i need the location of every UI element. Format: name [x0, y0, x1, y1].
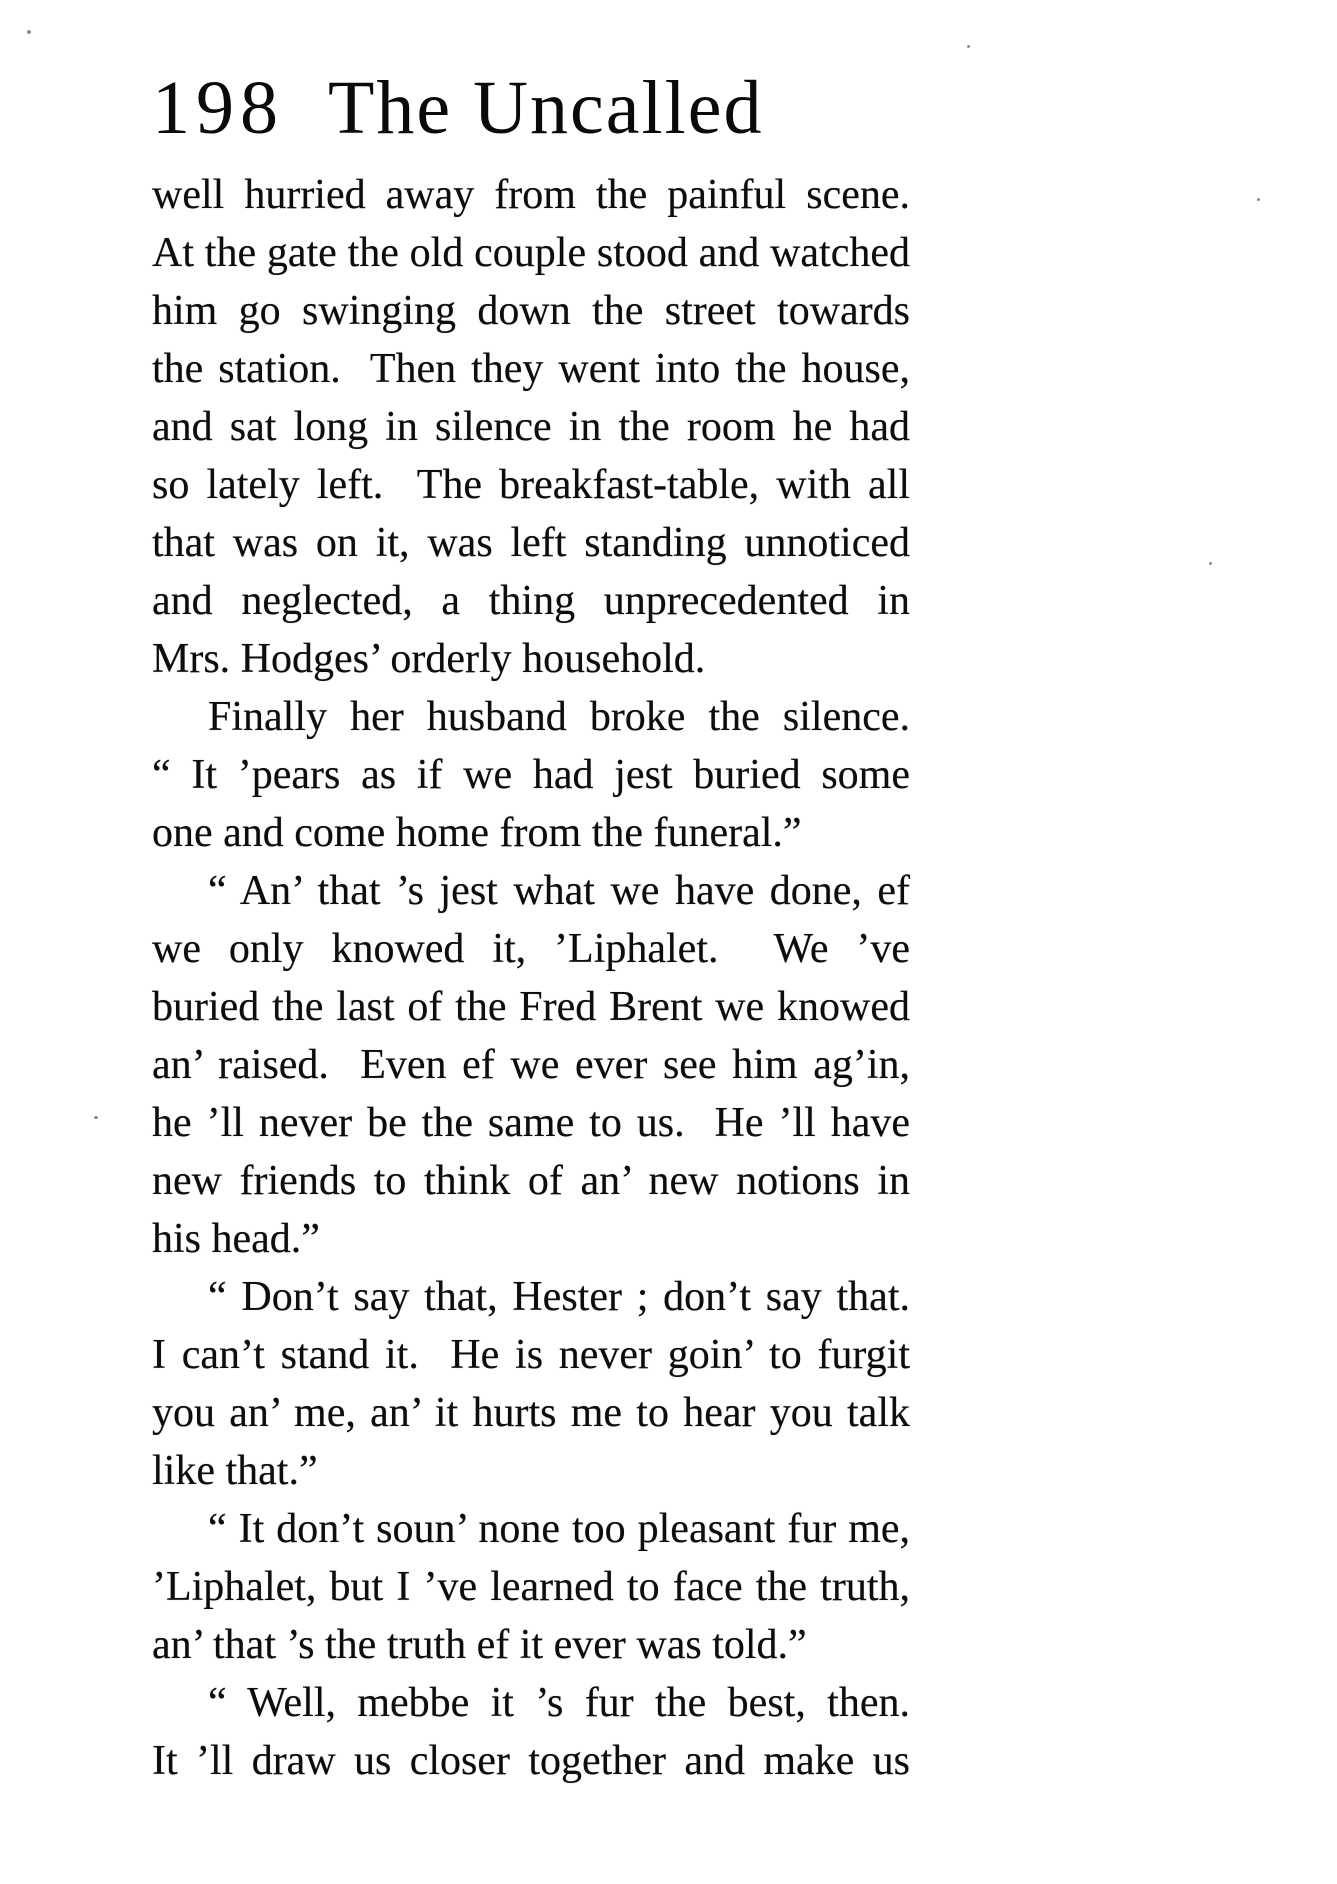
text-line: well hurried away from the painful scene.: [152, 172, 910, 218]
text-line: like that.”: [152, 1448, 318, 1494]
text-line: that was on it, was left standing unnoticed: [152, 520, 910, 566]
text-line: him go swinging down the street towards: [152, 288, 910, 334]
text-line: “ An’ that ’s jest what we have done, ef: [208, 868, 910, 914]
text-line: ’Liphalet, but I ’ve learned to face the truth,: [152, 1564, 910, 1610]
text-line: so lately left. The breakfast-table, with all: [152, 462, 910, 508]
scan-speck: [27, 30, 31, 34]
scan-speck: [1257, 198, 1260, 201]
page-title: The Uncalled: [328, 66, 764, 150]
scan-speck: [1209, 562, 1212, 565]
text-line: Finally her husband broke the silence.: [208, 694, 910, 740]
text-line: “ It don’t soun’ none too pleasant fur me,: [208, 1506, 910, 1552]
text-line: his head.”: [152, 1216, 320, 1262]
text-line: he ’ll never be the same to us. He ’ll have: [152, 1100, 910, 1146]
text-line: an’ raised. Even ef we ever see him ag’in,: [152, 1042, 910, 1088]
text-line: “ Well, mebbe it ’s fur the best, then.: [208, 1680, 910, 1726]
page-header: [152, 66, 910, 150]
text-line: new friends to think of an’ new notions in: [152, 1158, 910, 1204]
text-line: “ It ’pears as if we had jest buried some: [152, 752, 910, 798]
scan-speck: [967, 45, 970, 48]
text-line: At the gate the old couple stood and watched: [152, 230, 910, 276]
page-body: [152, 166, 910, 1790]
text-line: and sat long in silence in the room he had: [152, 404, 910, 450]
page-content: [152, 66, 910, 1790]
text-line: and neglected, a thing unprecedented in: [152, 578, 910, 624]
text-line: It ’ll draw us closer together and make us: [152, 1738, 910, 1784]
text-line: buried the last of the Fred Brent we knowed: [152, 984, 910, 1030]
text-line: an’ that ’s the truth ef it ever was told.”: [152, 1622, 807, 1668]
text-line: “ Don’t say that, Hester ; don’t say that.: [208, 1274, 910, 1320]
text-line: I can’t stand it. He is never goin’ to furgit: [152, 1332, 910, 1378]
scan-speck: [94, 1116, 98, 1119]
text-line: you an’ me, an’ it hurts me to hear you talk: [152, 1390, 910, 1436]
page-number: 198: [152, 66, 284, 150]
text-line: the station. Then they went into the house,: [152, 346, 910, 392]
text-line: we only knowed it, ’Liphalet. We ’ve: [152, 926, 910, 972]
text-line: Mrs. Hodges’ orderly household.: [152, 636, 706, 682]
text-line: one and come home from the funeral.”: [152, 810, 802, 856]
